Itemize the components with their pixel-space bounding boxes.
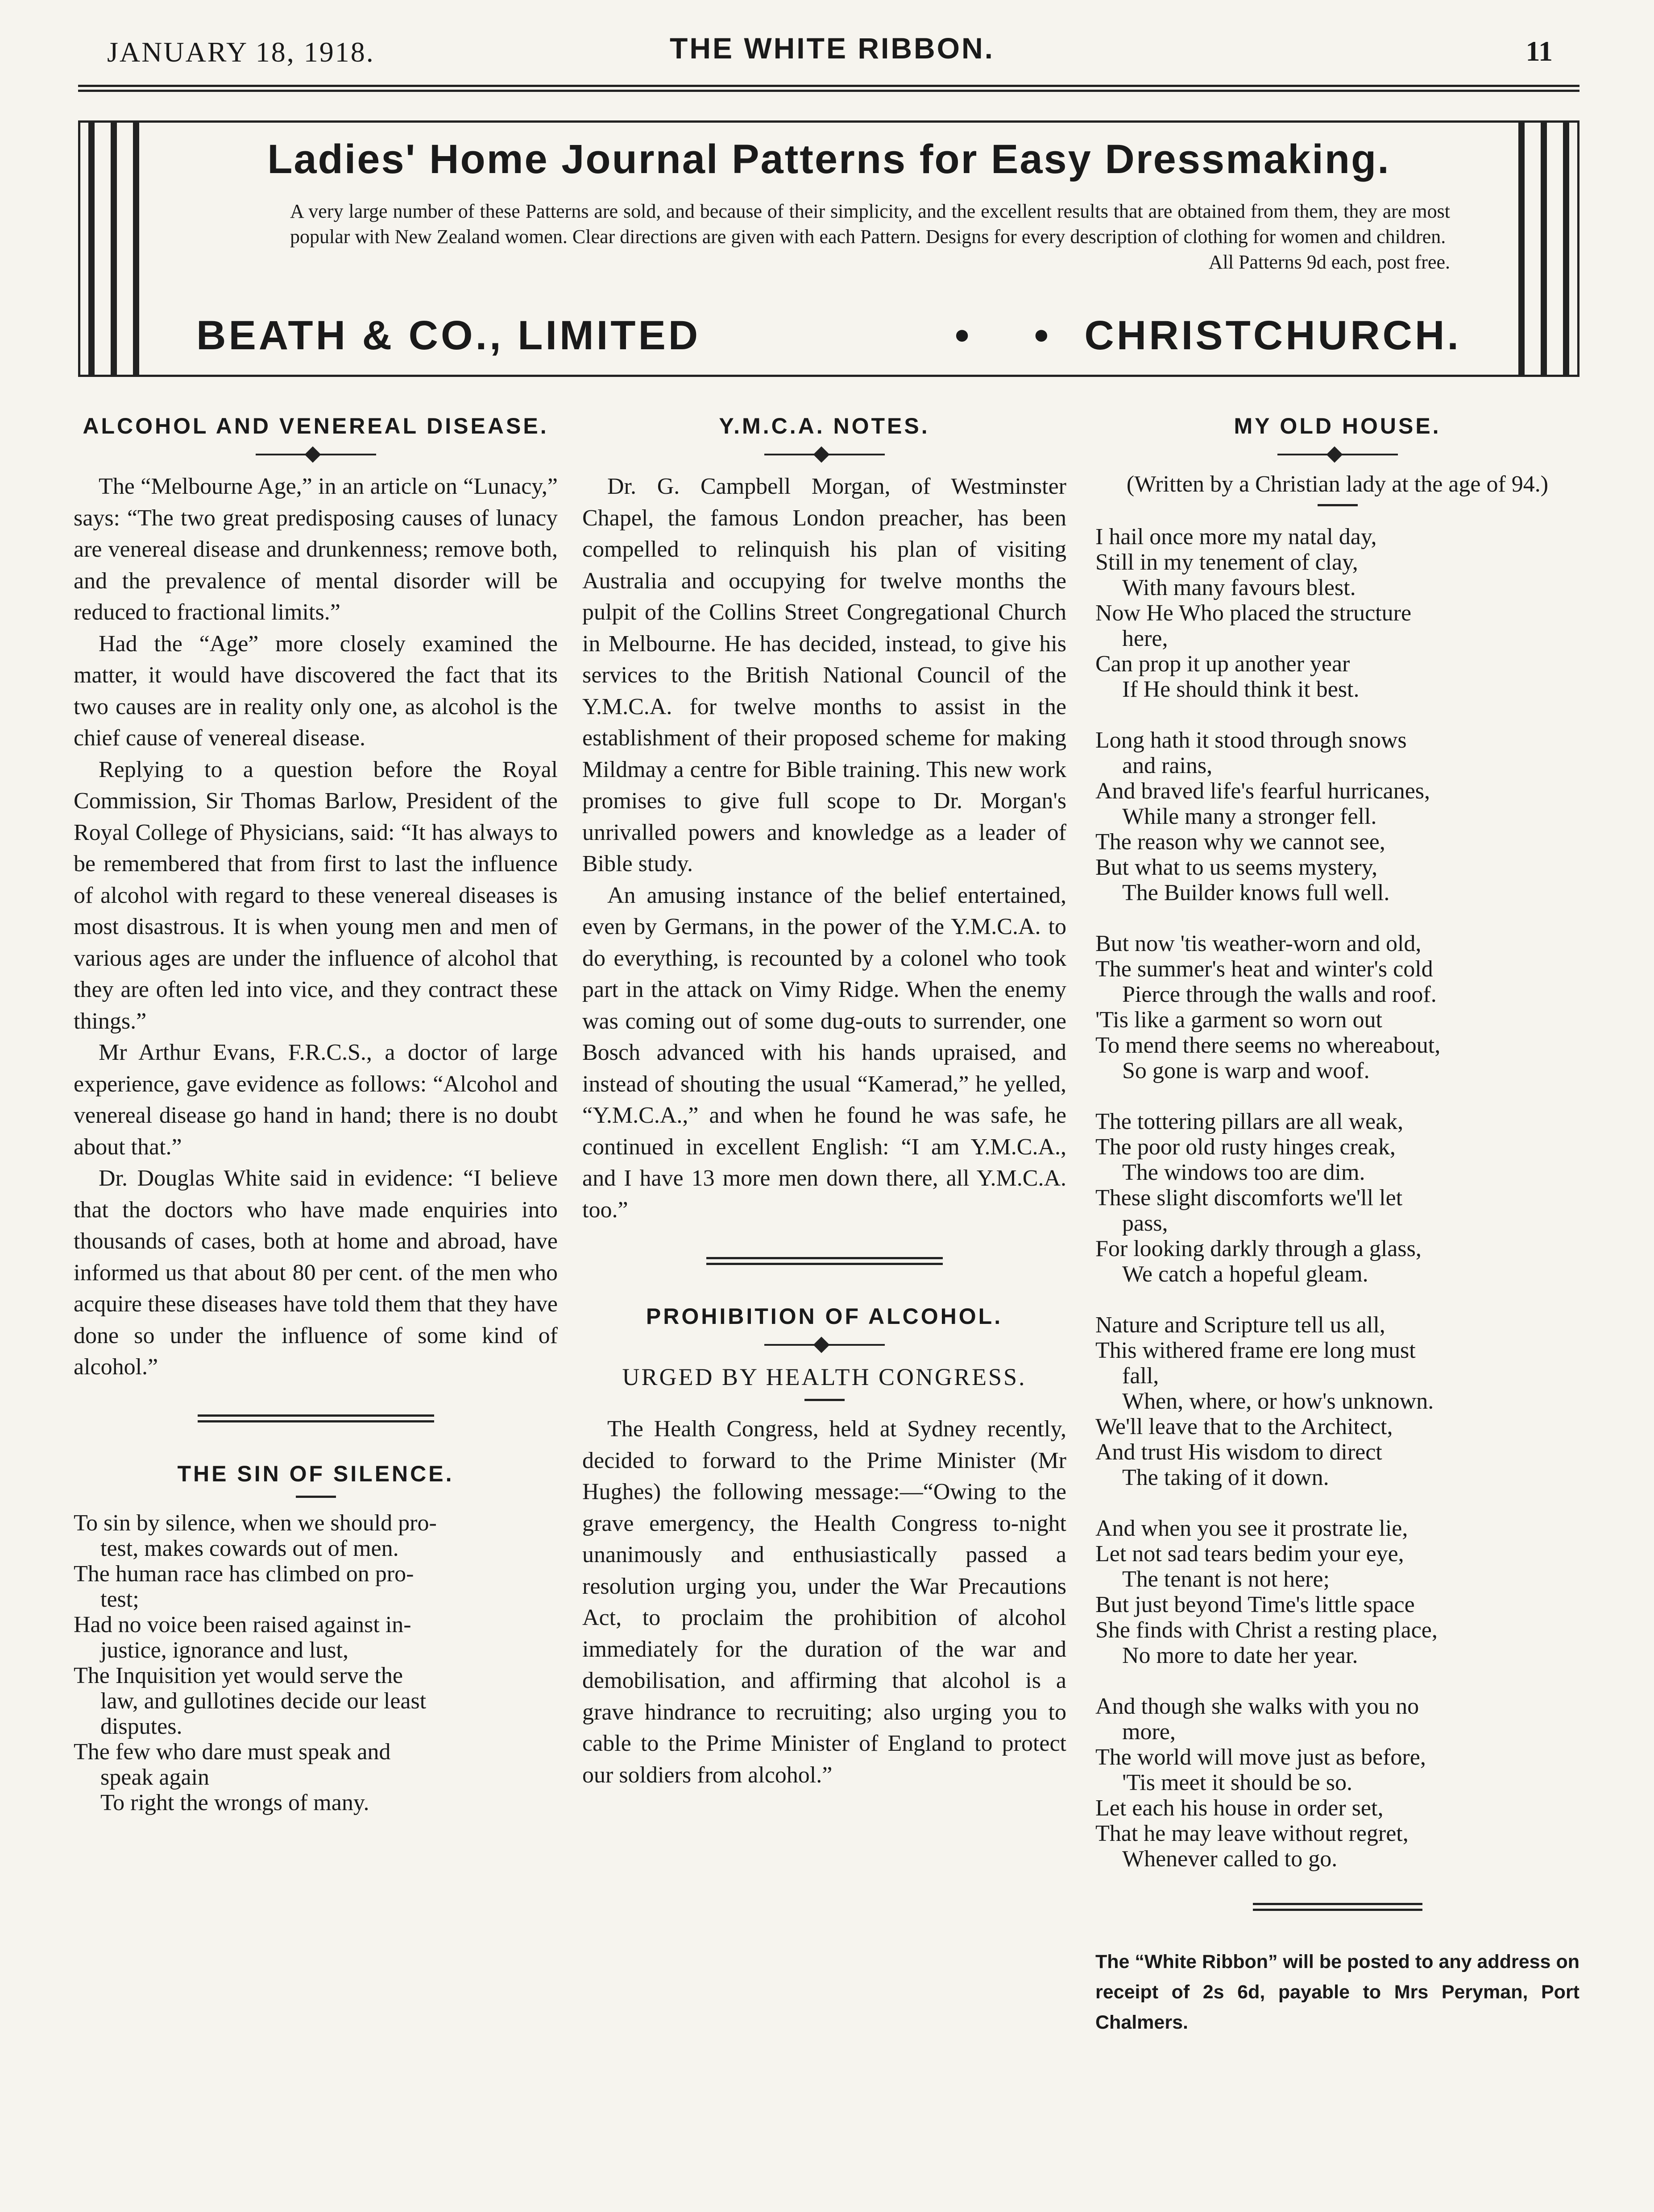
ad-body-text: A very large number of these Patterns are sold, and because of their simplicity, and the excellent results that are obtained from them, they are most popular with New Zealand women. Clear directions are given with each Pattern. Designs for every description of clothing for women and children. (290, 200, 1450, 248)
poem-line: Pierce through the walls and roof. (1122, 982, 1437, 1007)
poem-line: If He should think it best. (1122, 677, 1360, 702)
poem-line: To mend there seems no whereabout, (1095, 1033, 1441, 1058)
paragraph: Had the “Age” more closely examined the matter, it would have discovered the fact that its two causes are in reality only one, as alcohol is the chief cause of venereal disease. (74, 631, 558, 751)
ad-border-bars-left (80, 123, 147, 375)
poem-line: disputes. (100, 1713, 182, 1739)
ad-body (290, 198, 1450, 275)
diamond-ornament-icon (813, 447, 829, 463)
poem-line: And though she walks with you no (1095, 1694, 1419, 1719)
poem-line: The reason why we cannot see, (1095, 829, 1385, 855)
poem-my-old-house (1095, 524, 1579, 1872)
poem-stanza (1095, 931, 1579, 1083)
poem-line: Whenever called to go. (1122, 1846, 1338, 1872)
article-body-ymca (582, 471, 1066, 1226)
poem-line: The tenant is not here; (1122, 1567, 1330, 1592)
poem-line: When, where, or how's unknown. (1122, 1389, 1434, 1414)
poem-line: This withered frame ere long must (1095, 1338, 1416, 1363)
poem-line: The windows too are dim. (1122, 1160, 1365, 1185)
poem-stanza (1095, 1516, 1579, 1668)
poem-stanza (1095, 1312, 1579, 1490)
article-title-ymca: Y.M.C.A. NOTES. (719, 413, 930, 438)
paragraph: The “Melbourne Age,” in an article on “Lunacy,” says: “The two great predisposing causes of lunacy are venereal disease and drunkenness; remove both, and the prevalence of mental disorder will be reduced to fractional limits.” (74, 474, 558, 625)
poem-line: justice, ignorance and lust, (100, 1637, 348, 1663)
short-rule (1318, 504, 1358, 506)
poem-line: 'Tis meet it should be so. (1122, 1770, 1352, 1795)
section-separator (706, 1257, 943, 1265)
paragraph: The Health Congress, held at Sydney recently, decided to forward to the Prime Minister (Mr Hughes) the following message:—“Owing to the grave emergency, the Health Congress to-night unanimously and enthusiastically passed a resolution urging you, under the War Precautions Act, to proclaim the prohibition of alcohol immediately for the duration of the war and demobilisation, and affirming that alcohol is a grave hindrance to recruiting; also urging you to cable to the Prime Minister of England to protect our soldiers from alcohol.” (582, 1416, 1066, 1788)
poem-line: So gone is warp and woof. (1122, 1058, 1370, 1083)
poem-line: Nature and Scripture tell us all, (1095, 1312, 1385, 1338)
article-title-prohibition: PROHIBITION OF ALCOHOL. (646, 1304, 1003, 1329)
poem-line: She finds with Christ a resting place, (1095, 1617, 1438, 1643)
ad-price: All Patterns 9d each, post free. (1208, 251, 1450, 273)
stanza-gap (1095, 1287, 1579, 1312)
header-rule (78, 85, 1579, 92)
paragraph: Replying to a question before the Royal Commission, Sir Thomas Barlow, President of the Royal College of Physicians, said: “It has always to be remembered that from first to last the influence of alcohol with regard to these venereal diseases is most disastrous. It is when young men and men of various ages are under the influence of alcohol that they are often led into vice, and they contract these things.” (74, 757, 558, 1034)
poem-line: The human race has climbed on pro- (74, 1561, 414, 1587)
article-body-prohibition (582, 1414, 1066, 1791)
ad-separator-dots: • • (955, 313, 1075, 358)
poem-stanza (1095, 728, 1579, 905)
poem-line: The Builder knows full well. (1122, 880, 1390, 905)
issue-date: JANUARY 18, 1918. (107, 36, 375, 68)
poem-line: The summer's heat and winter's cold (1095, 956, 1433, 982)
poem-line: Had no voice been raised against in- (74, 1612, 411, 1637)
ad-city: CHRISTCHURCH. (1084, 313, 1461, 358)
poem-line: fall, (1122, 1363, 1159, 1389)
ad-border-bars-right (1510, 123, 1577, 375)
poem-line: here, (1122, 626, 1168, 651)
poem-line: To right the wrongs of many. (100, 1790, 369, 1815)
stanza-gap (1095, 702, 1579, 728)
paragraph: Dr. G. Campbell Morgan, of Westminster Chapel, the famous London preacher, has been compelled to relinquish his plan of visiting Australia and occupying for twelve months the pulpit of the Collins Street Congregational Church in Melbourne. He has decided, instead, to give his services to the British National Council of the Y.M.C.A. for twelve months to assist in the establishment of their proposed scheme for making Mildmay a centre for Bible training. This new work promises to give full scope to Dr. Morgan's unrivalled powers and knowledge as a leader of Bible study. (582, 474, 1066, 877)
stanza-gap (1095, 1490, 1579, 1516)
poem-line: The poor old rusty hinges creak, (1095, 1134, 1396, 1160)
poem-line: and rains, (1122, 753, 1213, 778)
stanza-gap (1095, 905, 1579, 931)
column-left (74, 410, 558, 1815)
diamond-ornament-icon (304, 447, 321, 463)
poem-line: speak again (100, 1764, 210, 1790)
paragraph: An amusing instance of the belief entertained, even by Germans, in the power of the Y.M.C.A. to do everything, is recounted by a colonel who took part in the attack on Vimy Ridge. When the enemy was coming out of some dug-outs to surrender, one Bosch advanced with his hands upraised, and instead of shouting the usual “Kamerad,” he yelled, “Y.M.C.A.,” and when he found he was safe, he continued in excellent English: “I am Y.M.C.A., and I have 13 more men down there, all Y.M.C.A. too.” (582, 882, 1066, 1223)
poem-line: I hail once more my natal day, (1095, 524, 1377, 550)
ornament-rule (764, 1338, 885, 1352)
paragraph: Dr. Douglas White said in evidence: “I believe that the doctors who have made enquiries into thousands of cases, both at home and abroad, have informed us that about 80 per cent. of the men who acquire these diseases have told them that they have done so under the influence of some kind of alcohol.” (74, 1166, 558, 1380)
running-head (107, 31, 1557, 80)
poem-line: And braved life's fearful hurricanes, (1095, 778, 1430, 804)
poem-line: more, (1122, 1719, 1176, 1745)
poem-line: law, and gullotines decide our least (100, 1688, 427, 1714)
poem-line: The world will move just as before, (1095, 1745, 1426, 1770)
poem-line: Can prop it up another year (1095, 651, 1350, 677)
poem-line: To sin by silence, when we should pro- (74, 1510, 437, 1536)
poem-line: The few who dare must speak and (74, 1739, 391, 1765)
poem-line: Long hath it stood through snows (1095, 728, 1407, 753)
advertisement-box (78, 120, 1579, 377)
ad-footer (196, 312, 1461, 361)
poem-line: With many favours blest. (1122, 575, 1356, 600)
stanza-gap (1095, 1083, 1579, 1109)
page-number: 11 (1525, 35, 1553, 67)
article-body-alcohol (74, 471, 558, 1383)
article-title-house: MY OLD HOUSE. (1234, 413, 1441, 438)
poem-line: That he may leave without regret, (1095, 1821, 1409, 1846)
poem-line: While many a stronger fell. (1122, 804, 1377, 829)
article-title-silence: THE SIN OF SILENCE. (177, 1461, 454, 1486)
ornament-rule (256, 448, 376, 461)
poem-line: The tottering pillars are all weak, (1095, 1109, 1404, 1134)
poem-line: No more to date her year. (1122, 1643, 1358, 1668)
article-subtitle-prohibition: URGED BY HEALTH CONGRESS. (622, 1364, 1027, 1390)
poem-line: pass, (1122, 1211, 1168, 1236)
poem-stanza (1095, 1109, 1579, 1287)
poem-line: Let each his house in order set, (1095, 1795, 1384, 1821)
poem-line: And trust His wisdom to direct (1095, 1439, 1382, 1465)
paragraph: Mr Arthur Evans, F.R.C.S., a doctor of large experience, gave evidence as follows: “Alcohol and venereal disease go hand in hand; there is no doubt about that.” (74, 1040, 558, 1160)
short-rule (804, 1399, 845, 1401)
ornament-rule (1277, 448, 1398, 461)
publication-title: THE WHITE RIBBON. (670, 32, 995, 65)
poem-line: test, makes cowards out of men. (100, 1535, 399, 1561)
ornament-rule (764, 448, 885, 461)
diamond-ornament-icon (1326, 447, 1343, 463)
section-separator (1253, 1903, 1422, 1911)
poem-line: We'll leave that to the Architect, (1095, 1414, 1393, 1439)
poem-line: The Inquisition yet would serve the (74, 1662, 403, 1688)
poem-line: Still in my tenement of clay, (1095, 550, 1358, 575)
poem-line: We catch a hopeful gleam. (1122, 1261, 1368, 1287)
poem-silence (74, 1510, 558, 1815)
column-middle (582, 410, 1066, 1791)
ad-firm-name: BEATH & CO., LIMITED (196, 313, 701, 358)
poem-line: And when you see it prostrate lie, (1095, 1516, 1408, 1541)
poem-line: Now He Who placed the structure (1095, 600, 1412, 626)
poem-line: Let not sad tears bedim your eye, (1095, 1541, 1404, 1567)
poem-line: But what to us seems mystery, (1095, 855, 1378, 880)
poem-line: For looking darkly through a glass, (1095, 1236, 1422, 1261)
stanza-gap (1095, 1668, 1579, 1694)
diamond-ornament-icon (813, 1337, 829, 1353)
article-title-alcohol: ALCOHOL AND VENEREAL DISEASE. (83, 413, 549, 438)
poem-stanza (1095, 1694, 1579, 1872)
column-right (1095, 410, 1579, 2038)
poem-line: test; (100, 1586, 139, 1612)
poem-line: These slight discomforts we'll let (1095, 1185, 1403, 1211)
subscription-notice: The “White Ribbon” will be posted to any address on receipt of 2s 6d, payable to Mrs Peryman, Port Chalmers. (1095, 1951, 1579, 2033)
poem-intro: (Written by a Christian lady at the age of 94.) (1126, 471, 1549, 497)
poem-line: 'Tis like a garment so worn out (1095, 1007, 1382, 1033)
poem-line: But just beyond Time's little space (1095, 1592, 1415, 1617)
ad-headline: Ladies' Home Journal Patterns for Easy Dressmaking. (267, 136, 1390, 182)
poem-line: But now 'tis weather-worn and old, (1095, 931, 1422, 956)
section-separator (198, 1414, 434, 1422)
poem-line: The taking of it down. (1122, 1465, 1329, 1490)
short-rule (296, 1496, 336, 1498)
poem-stanza (1095, 524, 1579, 702)
